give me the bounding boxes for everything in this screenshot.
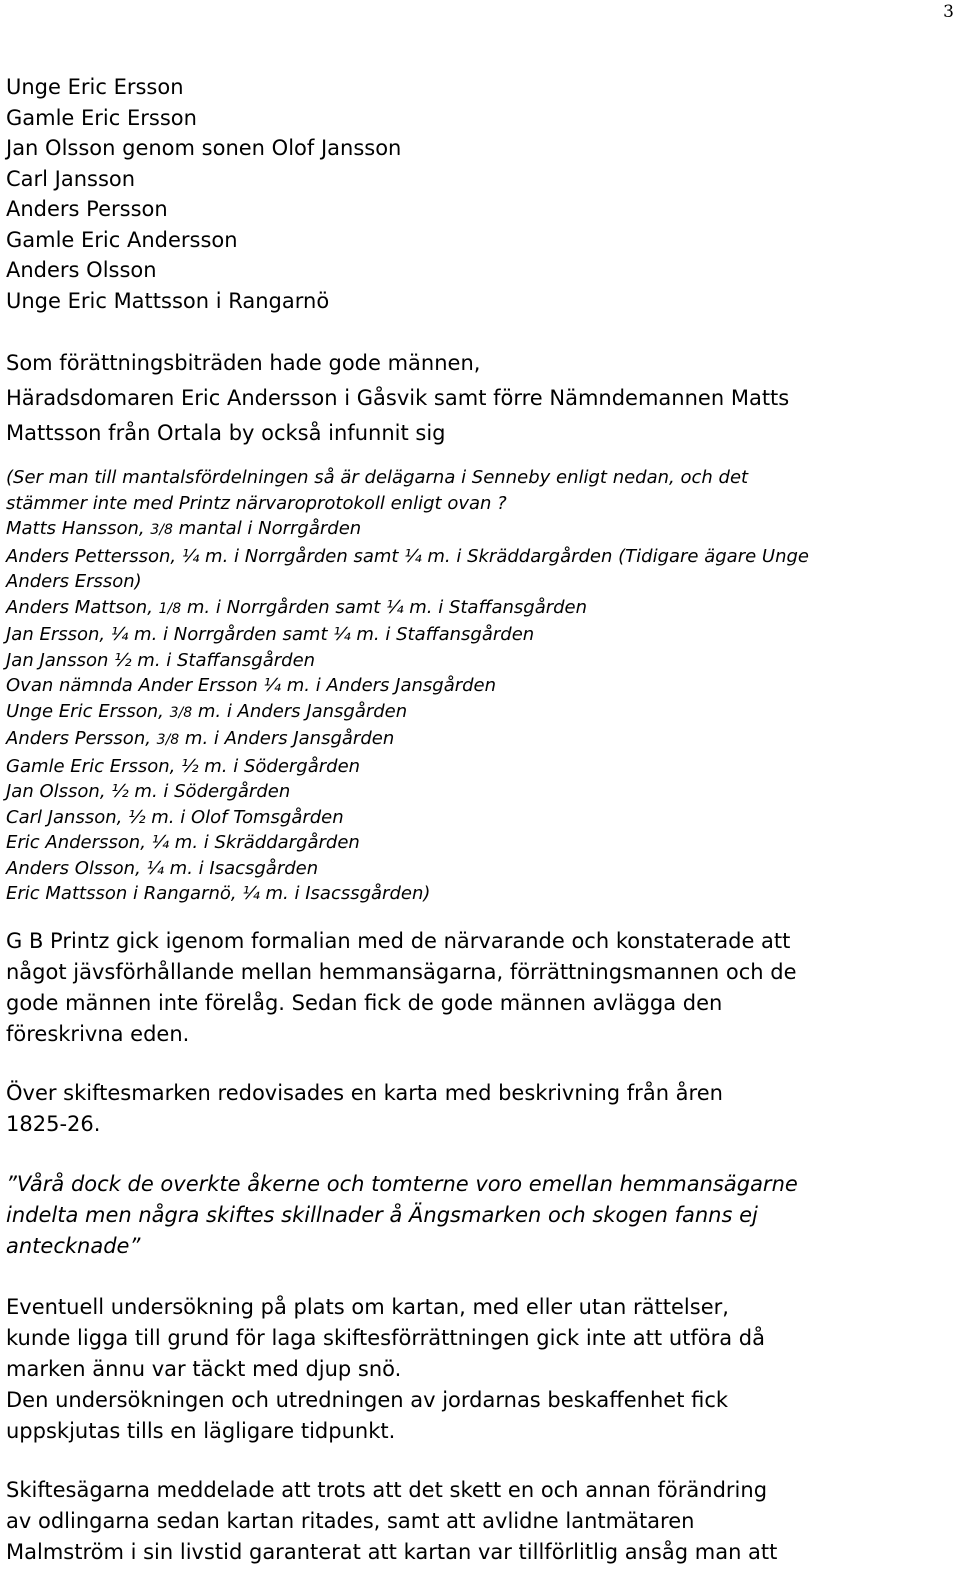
text-line: gode männen inte förelåg. Sedan fick de gode männen avlägga den	[6, 991, 723, 1015]
note-line: Anders Persson, 3/8 m. i Anders Jansgården	[6, 728, 395, 749]
text-line: Över skiftesmarken redovisades en karta med beskrivning från åren	[6, 1081, 723, 1105]
text-line: något jävsförhållande mellan hemmansägarna, förrättningsmannen och de	[6, 960, 797, 984]
text-line: av odlingarna sedan kartan ritades, samt att avlidne lantmätaren	[6, 1509, 695, 1533]
text-line: Häradsdomaren Eric Andersson i Gåsvik samt förre Nämndemannen Matts	[6, 386, 790, 410]
participant-name: Unge Eric Mattsson i Rangarnö	[6, 288, 330, 313]
page-number: 3	[943, 2, 954, 22]
text-line: antecknade”	[6, 1234, 141, 1258]
paragraph-owners	[6, 1475, 950, 1568]
paragraph-formalities	[6, 926, 950, 1050]
text-line: föreskrivna eden.	[6, 1022, 190, 1046]
text-line: Mattsson från Ortala by också infunnit sig	[6, 421, 446, 445]
fraction: 3/8	[156, 732, 180, 748]
note-line: Jan Jansson ½ m. i Staffansgården	[6, 649, 316, 671]
note-line: Anders Pettersson, ¼ m. i Norrgården samt ¼ m. i Skräddargården (Tidigare ägare Unge	[6, 545, 809, 567]
paragraph-map	[6, 1078, 950, 1140]
participant-name-list	[6, 72, 950, 316]
text-line: Skiftesägarna meddelade att trots att det skett en och annan förändring	[6, 1478, 768, 1502]
participant-name: Carl Jansson	[6, 166, 136, 191]
text-line: ”Vårå dock de overkte åkerne och tomterne voro emellan hemmansägarne	[6, 1172, 798, 1196]
text-line: G B Printz gick igenom formalian med de närvarande och konstaterade att	[6, 929, 791, 953]
note-line: Eric Mattsson i Rangarnö, ¼ m. i Isacssgården)	[6, 883, 431, 904]
text-line: uppskjutas tills en lägligare tidpunkt.	[6, 1419, 396, 1443]
participant-name: Gamle Eric Andersson	[6, 227, 238, 252]
text-line: indelta men några skiftes skillnader å Ängsmarken och skogen fanns ej	[6, 1203, 758, 1227]
text-line: Eventuell undersökning på plats om kartan, med eller utan rättelser,	[6, 1295, 729, 1319]
note-line: Eric Andersson, ¼ m. i Skräddargården	[6, 832, 360, 853]
participant-name: Unge Eric Ersson	[6, 75, 184, 99]
note-line: Ovan nämnda Ander Ersson ¼ m. i Anders Jansgården	[6, 675, 497, 696]
paragraph-survey	[6, 1292, 950, 1447]
assistants-paragraph	[6, 346, 950, 451]
text-line: Som förättningsbiträden hade gode männen,	[6, 351, 481, 375]
text-line: marken ännu var täckt med djup snö.	[6, 1357, 402, 1381]
fraction: 3/8	[150, 522, 173, 538]
text-line: kunde ligga till grund för laga skiftesförrättningen gick inte att utföra då	[6, 1326, 765, 1350]
note-line: Anders Mattson, 1/8 m. i Norrgården samt ¼ m. i Staffansgården	[6, 596, 588, 618]
note-line: Carl Jansson, ½ m. i Olof Tomsgården	[6, 806, 344, 828]
text-line: Malmström i sin livstid garanterat att kartan var tillförlitlig ansåg man att	[6, 1540, 778, 1564]
note-line: Jan Olsson, ½ m. i Södergården	[6, 781, 291, 802]
note-line: Anders Olsson, ¼ m. i Isacsgården	[6, 857, 319, 879]
mantal-note	[6, 465, 950, 907]
note-line: Matts Hansson, 3/8 mantal i Norrgården	[6, 518, 362, 539]
participant-name: Anders Persson	[6, 197, 168, 221]
text-line: 1825-26.	[6, 1112, 101, 1136]
note-line: Jan Ersson, ¼ m. i Norrgården samt ¼ m. i Staffansgården	[6, 624, 535, 645]
fraction: 1/8	[158, 600, 182, 617]
note-line: Unge Eric Ersson, 3/8 m. i Anders Jansgården	[6, 700, 408, 722]
note-line: Anders Ersson)	[6, 571, 142, 592]
participant-name: Jan Olsson genom sonen Olof Jansson	[6, 136, 402, 160]
fraction: 3/8	[169, 704, 193, 721]
text-line: Den undersökningen och utredningen av jordarnas beskaffenhet fick	[6, 1388, 729, 1412]
note-line: Gamle Eric Ersson, ½ m. i Södergården	[6, 755, 361, 777]
note-line: (Ser man till mantalsfördelningen så är delägarna i Senneby enligt nedan, och det	[6, 467, 749, 488]
note-line: stämmer inte med Printz närvaroprotokoll enligt ovan ?	[6, 492, 507, 514]
paragraph-quote	[6, 1169, 950, 1262]
participant-name: Anders Olsson	[6, 258, 157, 282]
participant-name: Gamle Eric Ersson	[6, 105, 197, 130]
